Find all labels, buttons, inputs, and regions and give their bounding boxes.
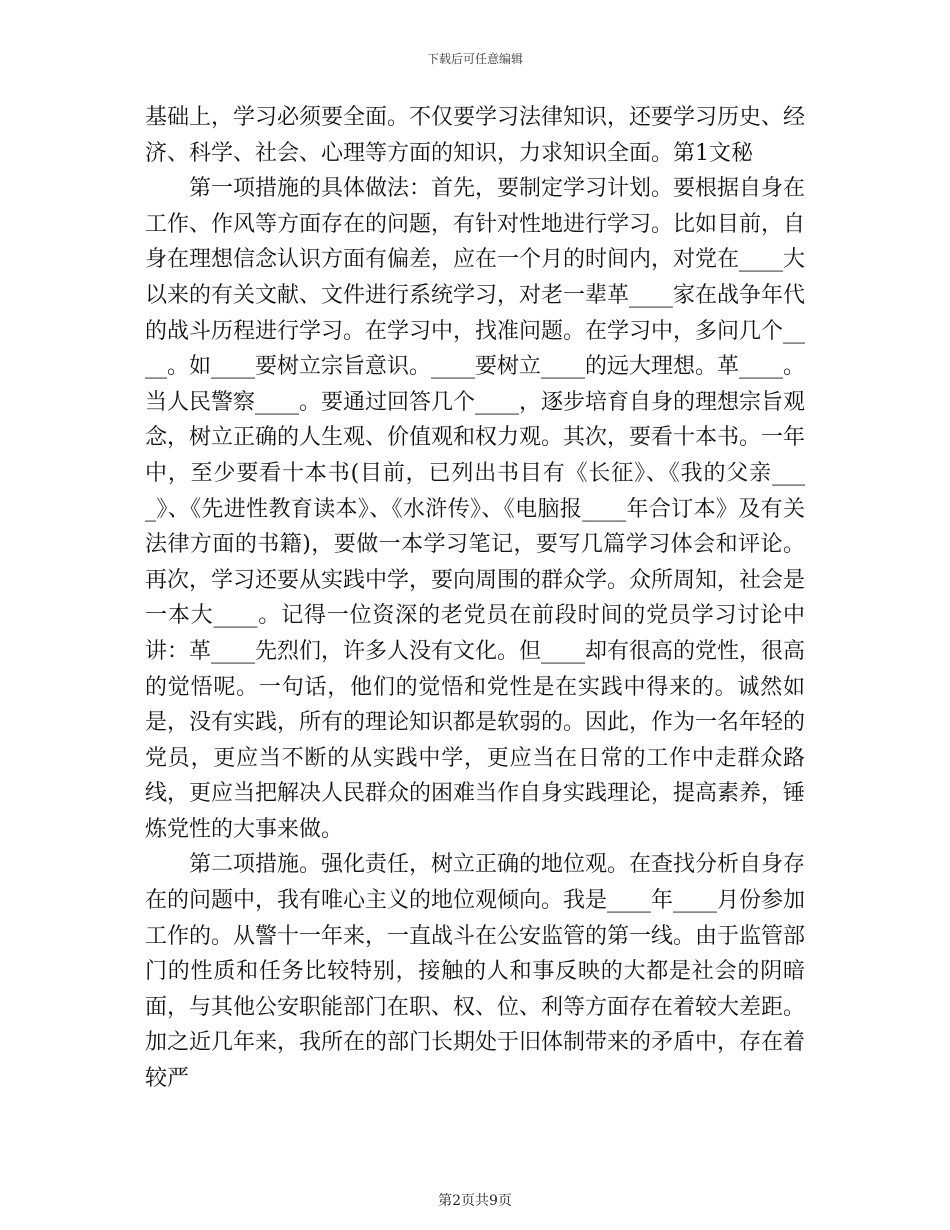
page-header: 下载后可任意编辑 xyxy=(426,52,523,66)
paragraph-3: 第二项措施。强化责任，树立正确的地位观。在查找分析自身存在的问题中，我有唯心主义的地位观倾向。我是____年____月份参加工作的。从警十一年来，一直战斗在公安监管的第一线。由于监管部门的性质和任务比较特别，接触的人和事反映的大都是社会的阴暗面，与其他公安职能部门在职、权、位、利等方面存在着较大差距。加之近几年来，我所在的部门长期处于旧体制带来的矛盾中，存在着较严 xyxy=(145,852,806,1092)
page-number-footer: 第2页共9页 xyxy=(438,1193,512,1209)
document-body xyxy=(145,100,805,1097)
paragraph-1: 基础上，学习必须要全面。不仅要学习法律知识，还要学习历史、经济、科学、社会、心理等方面的知识，力求知识全面。第1文秘 xyxy=(145,105,806,166)
paragraph-2: 第一项措施的具体做法：首先，要制定学习计划。要根据自身在工作、作风等方面存在的问题，有针对性地进行学习。比如目前，自身在理想信念认识方面有偏差，应在一个月的时间内，对党在____大以来的有关文献、文件进行系统学习，对老一辈革____家在战争年代的战斗历程进行学习。在学习中，找准问题。在学习中，多问几个____。如____要树立宗旨意识。____要树立____的远大理想。革____。当人民警察____。要通过回答几个____，逐步培育自身的理想宗旨观念，树立正确的人生观、价值观和权力观。其次，要看十本书。一年中，至少要看十本书(目前，已列出书目有《长征》、《我的父亲____》、《先进性教育读本》、《水浒传》、《电脑报____年合订本》及有关法律方面的书籍)，要做一本学习笔记，要写几篇学习体会和评论。再次，学习还要从实践中学，要向周围的群众学。众所周知，社会是一本大____。记得一位资深的老党员在前段时间的党员学习讨论中讲：革____先烈们，许多人没有文化。但____却有很高的党性，很高的觉悟呢。一句话，他们的觉悟和党性是在实践中得来的。诚然如是，没有实践，所有的理论知识都是软弱的。因此，作为一名年轻的党员，更应当不断的从实践中学，更应当在日常的工作中走群众路线，更应当把解决人民群众的困难当作自身实践理论，提高素养，锤炼党性的大事来做。 xyxy=(145,176,806,842)
